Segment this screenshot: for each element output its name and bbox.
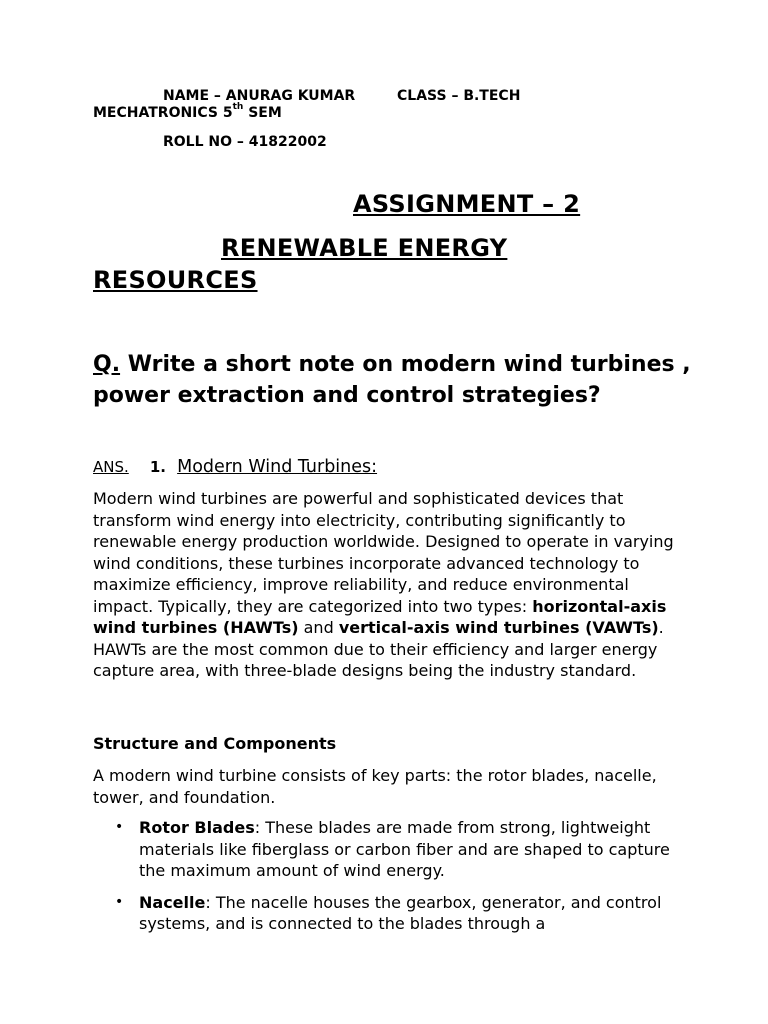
para-text-2: and [298,618,339,637]
branch-sup: th [232,102,244,112]
student-class: CLASS – B.TECH [397,88,521,104]
question [93,349,693,411]
sem-text: SEM [248,105,282,121]
answer-label: ANS. [93,458,129,476]
subject-title-line2: RESOURCES [93,266,258,294]
student-name: NAME – ANURAG KUMAR [163,88,356,104]
student-branch [93,102,282,121]
answer-title: Modern Wind Turbines: [177,457,378,477]
section-heading: Structure and Components [93,734,337,753]
assignment-title: ASSIGNMENT – 2 [353,190,581,218]
list-item [93,892,693,935]
subject-title-line1: RENEWABLE ENERGY [221,234,508,262]
answer-number: 1. [149,458,167,476]
answer-heading [93,457,377,477]
bullet-term: Nacelle [139,892,206,912]
para-bold-vawt: vertical-axis wind turbines (VAWTs) [338,618,659,637]
component-list [93,817,693,945]
para-text-1: Modern wind turbines are powerful and sophisticated devices that transform wind energy into electricity, contributing significantly to renewable energy production worldwide. Designed to operate in varying wind conditions, these turbines incorporate advanced technology to maximize efficiency, improve reliability, and reduce environmental impact. Typically, they are categorized into two types: [93,489,674,616]
bullet-text: : These blades are made from strong, lightweight materials like fiberglass or carbon fiber and are shaped to capture the maximum amount of wind energy. [139,818,670,880]
bullet-text: : The nacelle houses the gearbox, generator, and control systems, and is connected to the blades through a [139,892,662,933]
question-text: Write a short note on modern wind turbines , power extraction and control strategies? [93,352,691,408]
bullet-term: Rotor Blades [139,818,255,837]
question-prefix: Q. [93,352,121,377]
bullet-icon: • [115,819,124,835]
para-text-3: . HAWTs are the most common due to their efficiency and larger energy capture area, with three-blade designs being the industry standard. [93,618,664,680]
section-intro: A modern wind turbine consists of key parts: the rotor blades, nacelle, tower, and foundation. [93,766,657,807]
para-bold-hawt: horizontal-axis wind turbines (HAWTs) [93,596,667,637]
list-item [93,817,693,882]
roll-number: ROLL NO – 41822002 [163,134,327,150]
intro-paragraph [93,488,683,682]
bullet-icon: • [115,893,124,910]
branch-text: MECHATRONICS 5 [93,105,233,121]
